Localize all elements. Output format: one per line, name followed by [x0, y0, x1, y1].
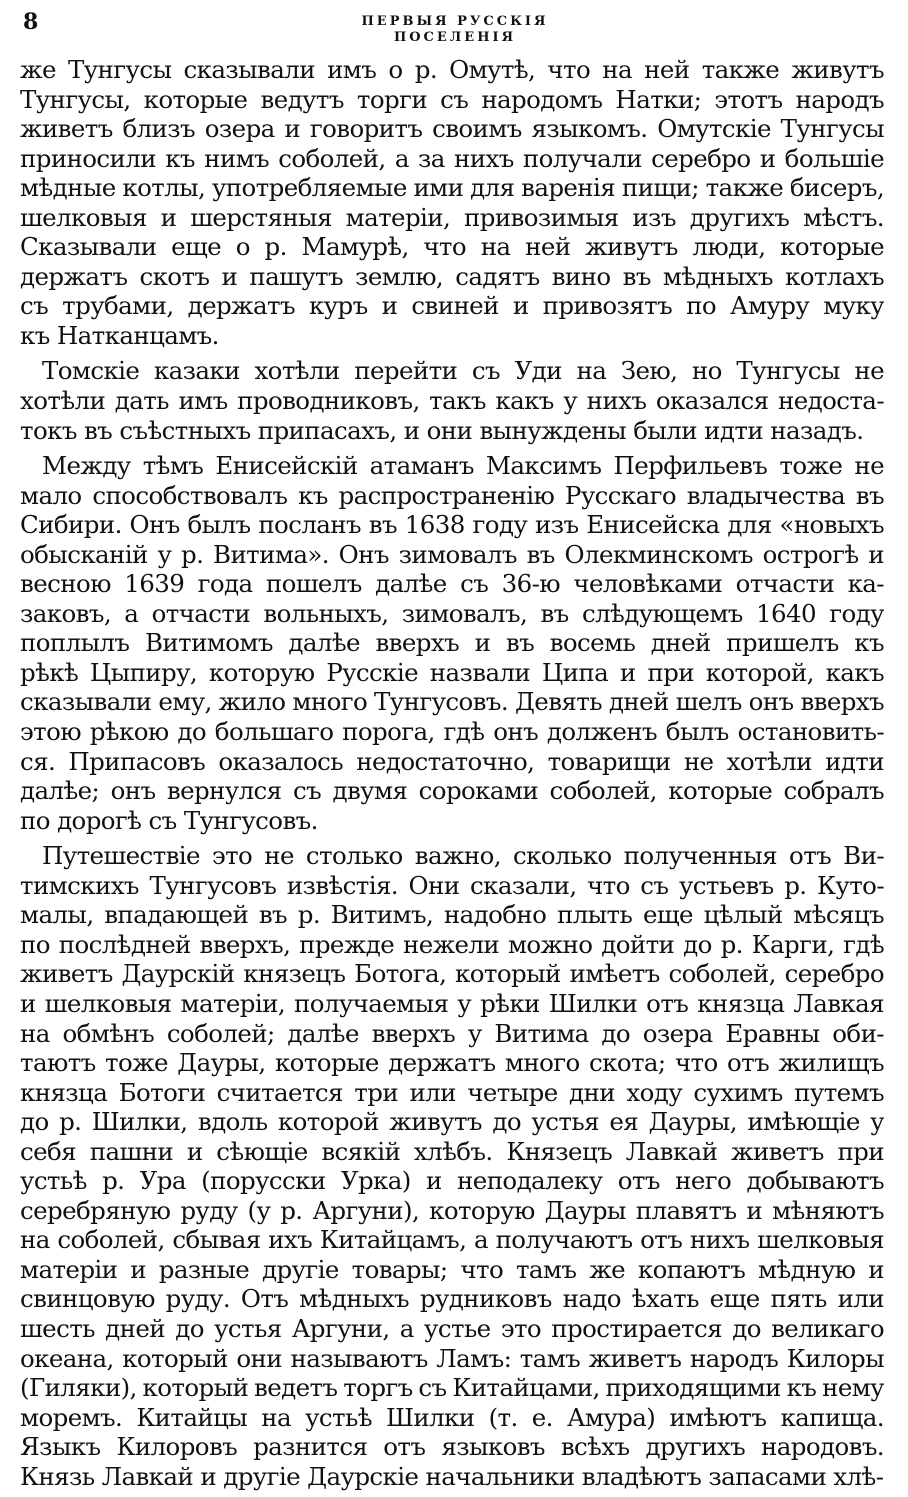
text-line: мѣдные котлы, употребляемые ими для варенія пищи; также бисеръ, — [20, 173, 884, 203]
text-line: Тунгусы, которые ведутъ торги съ народомъ Натки; этотъ народъ — [20, 84, 884, 114]
text-line: живетъ Даурскій князецъ Ботога, который имѣетъ соболей, серебро — [20, 959, 884, 989]
text-line: сказывали ему, жило много Тунгусовъ. Девять дней шелъ онъ вверхъ — [20, 687, 884, 717]
text-line: къ Натканцамъ. — [20, 320, 219, 350]
text-line: князца Ботоги считается три или четыре дни ходу сухимъ путемъ — [20, 1077, 884, 1107]
text-line: Сибири. Онъ былъ посланъ въ 1638 году изъ Енисейска для «новыхъ — [20, 510, 884, 540]
text-line: этою рѣкою до большаго порога, гдѣ онъ долженъ былъ остановить- — [20, 717, 884, 747]
text-line: устьѣ р. Ура (порусски Урка) и неподалеку отъ него добываютъ — [20, 1166, 884, 1196]
text-line: приносили къ нимъ соболей, а за нихъ получали серебро и большіе — [20, 143, 884, 173]
text-line: мало способствовалъ къ распространенію Русскаго владычества въ — [20, 480, 884, 510]
text-line: Путешествіе это не столько важно, сколько полученныя отъ Ви- — [42, 841, 884, 871]
text-line: на обмѣнъ соболей; далѣе вверхъ у Витима до озера Еравны оби- — [20, 1018, 884, 1048]
text-line: обысканій у р. Витима». Онъ зимовалъ въ Олекминскомъ острогѣ и — [20, 539, 884, 569]
paragraph — [20, 55, 884, 350]
text-line: рѣкѣ Цыпиру, которую Русскіе назвали Ципа и при которой, какъ — [20, 657, 884, 687]
text-line: матеріи и разные другіе товары; что тамъ же копаютъ мѣдную и — [20, 1254, 884, 1284]
text-line: шесть дней до устья Аргуни, а устье это простирается до великаго — [20, 1313, 884, 1343]
text-line: живетъ близъ озера и говоритъ своимъ языкомъ. Омутскіе Тунгусы — [20, 114, 884, 144]
text-line: моремъ. Китайцы на устьѣ Шилки (т. е. Амура) имѣютъ капища. — [20, 1402, 884, 1432]
text-line: же Тунгусы сказывали имъ о р. Омутѣ, что на ней также живутъ — [20, 55, 884, 84]
text-line: по дорогѣ съ Тунгусовъ. — [20, 805, 318, 835]
paragraph — [20, 451, 884, 835]
text-line: поплылъ Витимомъ далѣе вверхъ и въ восемь дней пришелъ къ — [20, 628, 884, 658]
text-line: ся. Припасовъ оказалось недостаточно, товарищи не хотѣли идти — [20, 746, 884, 776]
text-line: далѣе; онъ вернулся съ двумя сороками соболей, которые собралъ — [20, 776, 884, 806]
text-line: весною 1639 года пошелъ далѣе съ 36-ю человѣками отчасти ка- — [20, 569, 884, 599]
text-line: Князь Лавкай и другіе Даурскіе начальники владѣютъ запасами хлѣ- — [20, 1461, 884, 1491]
text-line: Сказывали еще о р. Мамурѣ, что на ней живутъ люди, которые — [20, 232, 884, 262]
text-line: таютъ тоже Дауры, которые держатъ много скота; что отъ жилищъ — [20, 1048, 884, 1078]
text-line: малы, впадающей въ р. Витимъ, надобно плыть еще цѣлый мѣсяцъ — [20, 900, 884, 930]
text-line: (Гиляки), который ведетъ торгъ съ Китайцами, приходящими къ нему — [20, 1373, 884, 1403]
paragraph — [20, 356, 884, 445]
text-line: до р. Шилки, вдоль которой живутъ до устья ея Дауры, имѣющіе у — [20, 1107, 884, 1137]
text-line: на соболей, сбывая ихъ Китайцамъ, а получаютъ отъ нихъ шелковыя — [20, 1225, 884, 1255]
text-line: токъ въ съѣстныхъ припасахъ, и они вынуждены были идти назадъ. — [20, 415, 864, 445]
text-line: серебряную руду (у р. Аргуни), которую Дауры плавятъ и мѣняютъ — [20, 1195, 884, 1225]
text-line: Языкъ Килоровъ разнится отъ языковъ всѣхъ другихъ народовъ. — [20, 1432, 884, 1462]
text-line: держатъ скотъ и пашутъ землю, садятъ вино въ мѣдныхъ котлахъ — [20, 261, 884, 291]
text-line: свинцовую руду. Отъ мѣдныхъ рудниковъ надо ѣхать еще пять или — [20, 1284, 884, 1314]
text-line: заковъ, а отчасти вольныхъ, зимовалъ, въ слѣдующемъ 1640 году — [20, 598, 884, 628]
text-line: Между тѣмъ Енисейскій атаманъ Максимъ Перфильевъ тоже не — [42, 451, 884, 481]
page-number: 8 — [23, 9, 39, 35]
running-title: ПЕРВЫЯ РУССКІЯ ПОСЕЛЕНІЯ — [361, 14, 549, 45]
text-line: хотѣли дать имъ проводниковъ, такъ какъ у нихъ оказался недоста- — [20, 386, 884, 416]
page-header — [0, 9, 908, 45]
body-text — [20, 55, 884, 1497]
text-line: шелковыя и шерстяныя матеріи, привозимыя изъ другихъ мѣстъ. — [20, 202, 884, 232]
text-line: тимскихъ Тунгусовъ извѣстія. Они сказали, что съ устьевъ р. Куто- — [20, 870, 884, 900]
text-line: себя пашни и сѣющіе всякій хлѣбъ. Князецъ Лавкай живетъ при — [20, 1136, 884, 1166]
text-line: океана, который они называютъ Ламъ: тамъ живетъ народъ Килоры — [20, 1343, 884, 1373]
paragraph — [20, 841, 884, 1491]
text-line: и шелковыя матеріи, получаемыя у рѣки Шилки отъ князца Лавкая — [20, 988, 884, 1018]
text-line: по послѣдней вверхъ, прежде нежели можно дойти до р. Карги, гдѣ — [20, 929, 884, 959]
text-line: съ трубами, держатъ куръ и свиней и привозятъ по Амуру муку — [20, 291, 884, 321]
text-line: Томскіе казаки хотѣли перейти съ Уди на Зею, но Тунгусы не — [42, 356, 884, 386]
